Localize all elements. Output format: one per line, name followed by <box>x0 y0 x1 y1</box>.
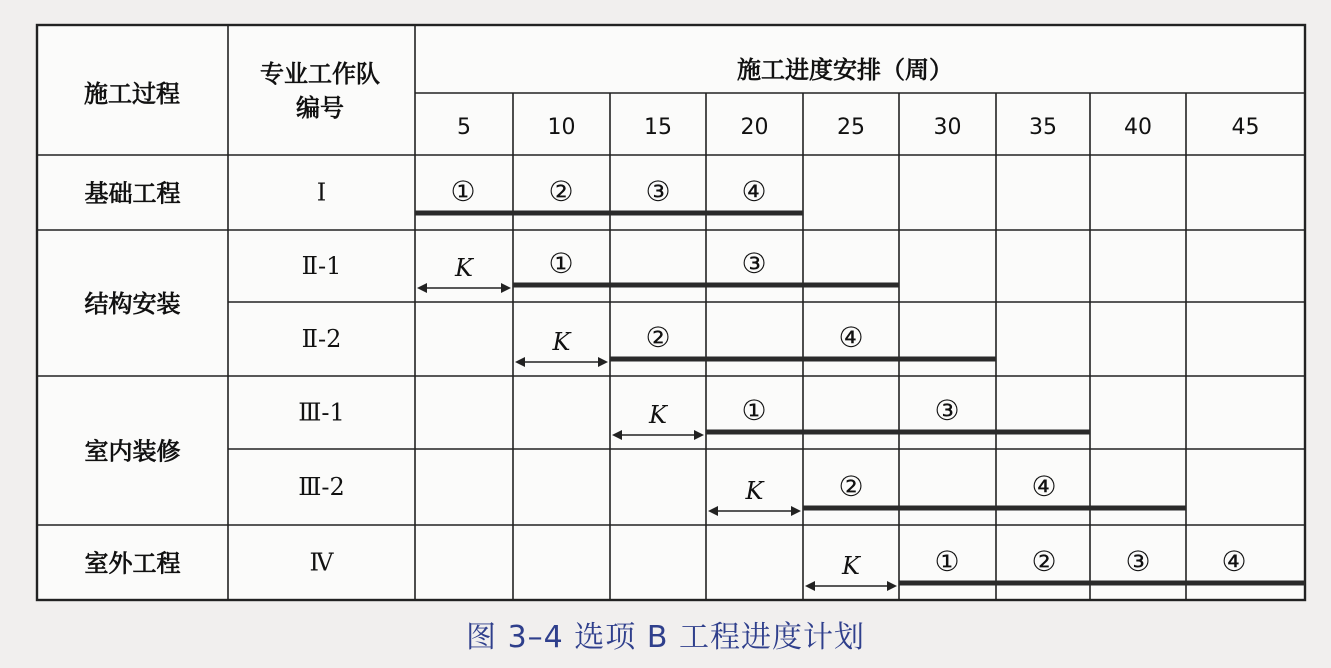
week-label: 30 <box>933 115 962 140</box>
team-code: Ⅱ-2 <box>301 325 342 353</box>
segment-label: ① <box>548 247 574 280</box>
segment-label: ③ <box>741 247 767 280</box>
process-name: 结构安装 <box>84 290 181 318</box>
header-process: 施工过程 <box>84 80 180 108</box>
header-team-line1: 专业工作队 <box>260 60 380 88</box>
segment-label: ③ <box>645 175 671 208</box>
header-schedule: 施工进度安排（周） <box>737 56 953 84</box>
segment-label: ③ <box>1125 545 1151 578</box>
process-name: 基础工程 <box>84 179 181 208</box>
week-label: 20 <box>740 115 769 140</box>
week-label: 10 <box>547 115 576 140</box>
table-grid <box>37 25 1305 600</box>
week-label: 5 <box>457 115 471 140</box>
process-name: 室外工程 <box>84 549 181 578</box>
lag-label: K <box>649 401 667 429</box>
segment-label: ② <box>1031 545 1057 578</box>
team-code: Ⅲ-2 <box>298 473 345 501</box>
lag-label: K <box>455 254 473 282</box>
lag-label: K <box>745 477 764 505</box>
team-code: Ⅳ <box>309 548 334 577</box>
segment-label: ④ <box>1221 545 1247 578</box>
segment-label: ② <box>645 321 671 354</box>
lag-label: K <box>552 328 571 356</box>
lag-label: K <box>842 552 860 580</box>
segment-label: ① <box>934 545 960 578</box>
week-label: 35 <box>1029 115 1057 140</box>
process-name: 室内装修 <box>84 437 181 466</box>
header-team-line2: 编号 <box>296 94 344 122</box>
week-label: 25 <box>837 115 865 140</box>
segment-label: ④ <box>1031 470 1057 503</box>
week-label: 45 <box>1231 115 1260 140</box>
team-code: Ⅰ <box>316 178 327 207</box>
segment-label: ④ <box>741 175 767 208</box>
segment-label: ① <box>741 394 767 427</box>
week-label: 40 <box>1124 115 1152 140</box>
team-code: Ⅲ-1 <box>298 398 345 427</box>
segment-label: ③ <box>934 394 960 427</box>
segment-label: ④ <box>838 321 864 354</box>
segment-label: ② <box>838 470 864 503</box>
segment-label: ② <box>548 175 574 208</box>
segment-label: ① <box>450 175 476 208</box>
figure-caption: 图 3–4 选项 B 工程进度计划 <box>466 620 865 655</box>
team-code: Ⅱ-1 <box>301 252 342 280</box>
week-label: 15 <box>644 115 672 140</box>
